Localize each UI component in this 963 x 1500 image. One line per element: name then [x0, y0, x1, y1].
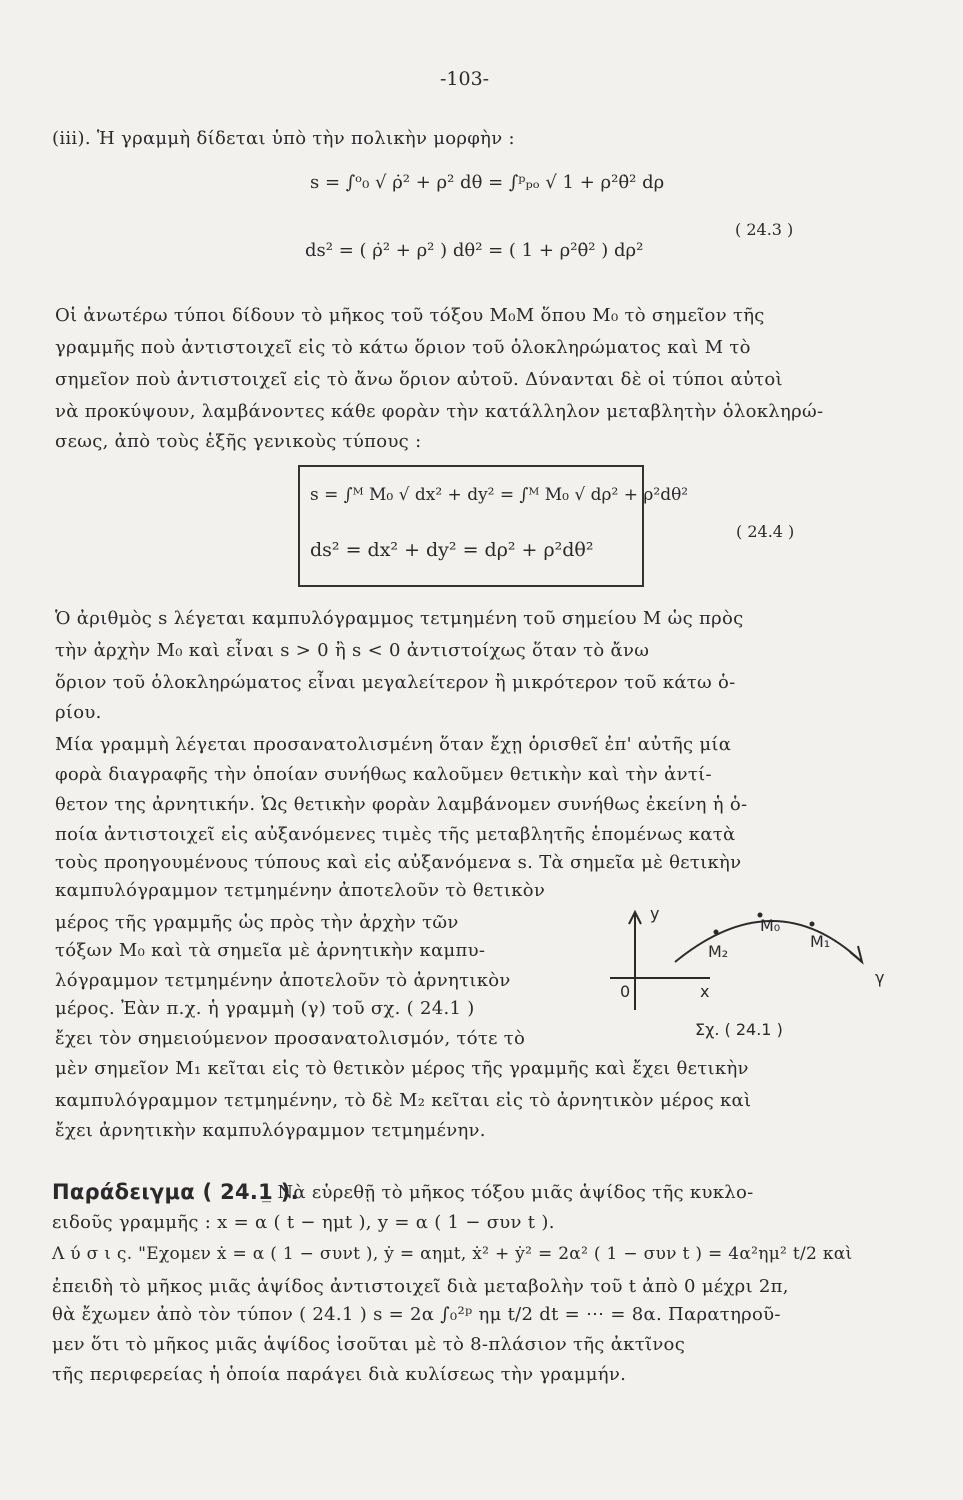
- para2-line: Οἱ ἀνωτέρω τύποι δίδουν τὸ μῆκος τοῦ τόξου M₀M ὅπου M₀ τὸ σημεῖον τῆς: [55, 305, 765, 326]
- point-m1: [810, 922, 815, 927]
- para4-line: μὲν σημεῖον M₁ κεῖται εἰς τὸ θετικὸν μέρος τῆς γραμμῆς καὶ ἔχει θετικὴν: [55, 1058, 749, 1079]
- intro-line: (iii). Ἡ γραμμὴ δίδεται ὑπὸ τὴν πολικὴν μορφὴν :: [52, 128, 515, 149]
- figure-24-1: [600, 900, 910, 1030]
- para4-line: τοὺς προηγουμένους τύπους καὶ εἰς αὐξανόμενα s. Τὰ σημεῖα μὲ θετικὴν: [55, 852, 742, 873]
- equation-number-24-3: ( 24.3 ): [735, 220, 794, 239]
- para4-line: λόγραμμον τετμημένην ἀποτελοῦν τὸ ἀρνητικὸν: [55, 970, 511, 991]
- fig-origin-label: 0: [620, 982, 631, 1001]
- equation-number-24-4: ( 24.4 ): [736, 522, 795, 541]
- example-line: _ Νὰ εὑρεθῇ τὸ μῆκος τόξου μιᾶς ἁψίδος τῆς κυκλο-: [262, 1182, 754, 1203]
- example-line: ἐπειδὴ τὸ μῆκος μιᾶς ἁψίδος ἀντιστοιχεῖ διὰ μεταβολὴν τοῦ t ἀπὸ 0 μέχρι 2π,: [52, 1276, 789, 1297]
- fig-x-label: x: [700, 982, 710, 1001]
- para4-line: ἔχει ἀρνητικὴν καμπυλόγραμμον τετμημένην.: [55, 1120, 486, 1141]
- example-line: θὰ ἔχωμεν ἀπὸ τὸν τύπον ( 24.1 ) s = 2α ∫₀²ᵖ ημ t/2 dt = ⋯ = 8α. Παρατηροῦ-: [52, 1304, 781, 1325]
- curve-direction-arrow-icon: [850, 946, 862, 962]
- para3-line: Ὁ ἀριθμὸς s λέγεται καμπυλόγραμμος τετμημένη τοῦ σημείου Μ ὡς πρὸς: [55, 608, 744, 629]
- para3-line: ὅριον τοῦ ὁλοκληρώματος εἶναι μεγαλείτερον ἢ μικρότερον τοῦ κάτω ὁ-: [55, 672, 736, 693]
- equation-24-3-line2: ds² = ( ρ̇² + ρ² ) dθ² = ( 1 + ρ²θ̇² ) dρ²: [305, 240, 644, 261]
- point-m2: [714, 930, 719, 935]
- example-line: Λ ύ σ ι ς. "Εχομεν ẋ = α ( 1 − συνt ), ẏ = αημt, ẋ² + ẏ² = 2α² ( 1 − συν t ) = 4α²ημ² t/2 καὶ: [52, 1244, 853, 1264]
- para2-line: σημεῖον ποὺ ἀντιστοιχεῖ εἰς τὸ ἄνω ὅριον αὐτοῦ. Δύνανται δὲ οἱ τύποι αὐτοὶ: [55, 369, 783, 390]
- box-equation-differential: ds² = dx² + dy² = dρ² + ρ²dθ²: [310, 539, 594, 561]
- para2-line: γραμμῆς ποὺ ἀντιστοιχεῖ εἰς τὸ κάτω ὅριον τοῦ ὁλοκληρώματος καὶ Μ τὸ: [55, 337, 751, 358]
- equation-24-3-line1: s = ∫ᵒ₀ √ ρ̇² + ρ² dθ = ∫ᵖₚₒ √ 1 + ρ²θ̇² dρ: [310, 172, 665, 193]
- para4-line: μέρος. Ἐὰν π.χ. ἡ γραμμὴ (γ) τοῦ σχ. ( 24.1 ): [55, 998, 475, 1019]
- example-line: ειδοῦς γραμμῆς : x = α ( t − ημt ), y = α ( 1 − συν t ).: [52, 1212, 555, 1233]
- para4-line: τόξων M₀ καὶ τὰ σημεῖα μὲ ἀρνητικὴν καμπυ-: [55, 940, 486, 961]
- para4-line: μέρος τῆς γραμμῆς ὡς πρὸς τὴν ἀρχὴν τῶν: [55, 912, 459, 933]
- page-number: -103-: [440, 68, 490, 90]
- figure-caption: Σχ. ( 24.1 ): [695, 1020, 783, 1039]
- para4-line: θετον της ἀρνητικήν. Ὡς θετικὴν φορὰν λαμβάνομεν συνήθως ἐκείνη ἡ ὁ-: [55, 794, 748, 815]
- fig-m0-label: M₀: [760, 916, 781, 935]
- para3-line: τὴν ἀρχὴν M₀ καὶ εἶναι s > 0 ἢ s < 0 ἀντιστοίχως ὅταν τὸ ἄνω: [55, 640, 650, 661]
- fig-m2-label: M₂: [708, 942, 729, 961]
- box-equation-arc-length: s = ∫ᴹ M₀ √ dx² + dy² = ∫ᴹ M₀ √ dρ² + ρ²dθ²: [310, 485, 689, 505]
- para4-line: φορὰ διαγραφῆς τὴν ὁποίαν συνήθως καλοῦμεν θετικὴν καὶ τὴν ἀντί-: [55, 764, 712, 785]
- example-line: μεν ὅτι τὸ μῆκος μιᾶς ἁψίδος ἰσοῦται μὲ τὸ 8-πλάσιον τῆς ἀκτῖνος: [52, 1334, 686, 1355]
- fig-m1-label: M₁: [810, 932, 831, 951]
- fig-curve-label: γ: [875, 968, 885, 987]
- para3-line: ρίου.: [55, 702, 102, 723]
- para4-line: καμπυλόγραμμον τετμημένην, τὸ δὲ M₂ κεῖται εἰς τὸ ἀρνητικὸν μέρος καὶ: [55, 1090, 752, 1111]
- para4-line: ποία ἀντιστοιχεῖ εἰς αὐξανόμενες τιμὲς τῆς μεταβλητῆς ἑπομένως κατὰ: [55, 824, 736, 845]
- para4-line: Μία γραμμὴ λέγεται προσανατολισμένη ὅταν ἔχῃ ὁρισθεῖ ἐπ' αὐτῆς μία: [55, 734, 732, 755]
- para2-line: νὰ προκύψουν, λαμβάνοντες κάθε φορὰν τὴν κατάλληλον μεταβλητὴν ὁλοκληρώ-: [55, 401, 824, 422]
- example-title: Παράδειγμα ( 24.1 ).: [52, 1180, 299, 1204]
- para4-line: καμπυλόγραμμον τετμημένην ἀποτελοῦν τὸ θετικὸν: [55, 880, 546, 901]
- para4-line: ἔχει τὸν σημειούμενον προσανατολισμόν, τότε τὸ: [55, 1028, 526, 1049]
- fig-y-label: y: [650, 904, 660, 923]
- para2-line: σεως, ἀπὸ τοὺς ἑξῆς γενικοὺς τύπους :: [55, 431, 422, 452]
- formula-box: [298, 465, 689, 587]
- example-line: τῆς περιφερείας ἡ ὁποία παράγει διὰ κυλίσεως τὴν γραμμήν.: [52, 1364, 627, 1385]
